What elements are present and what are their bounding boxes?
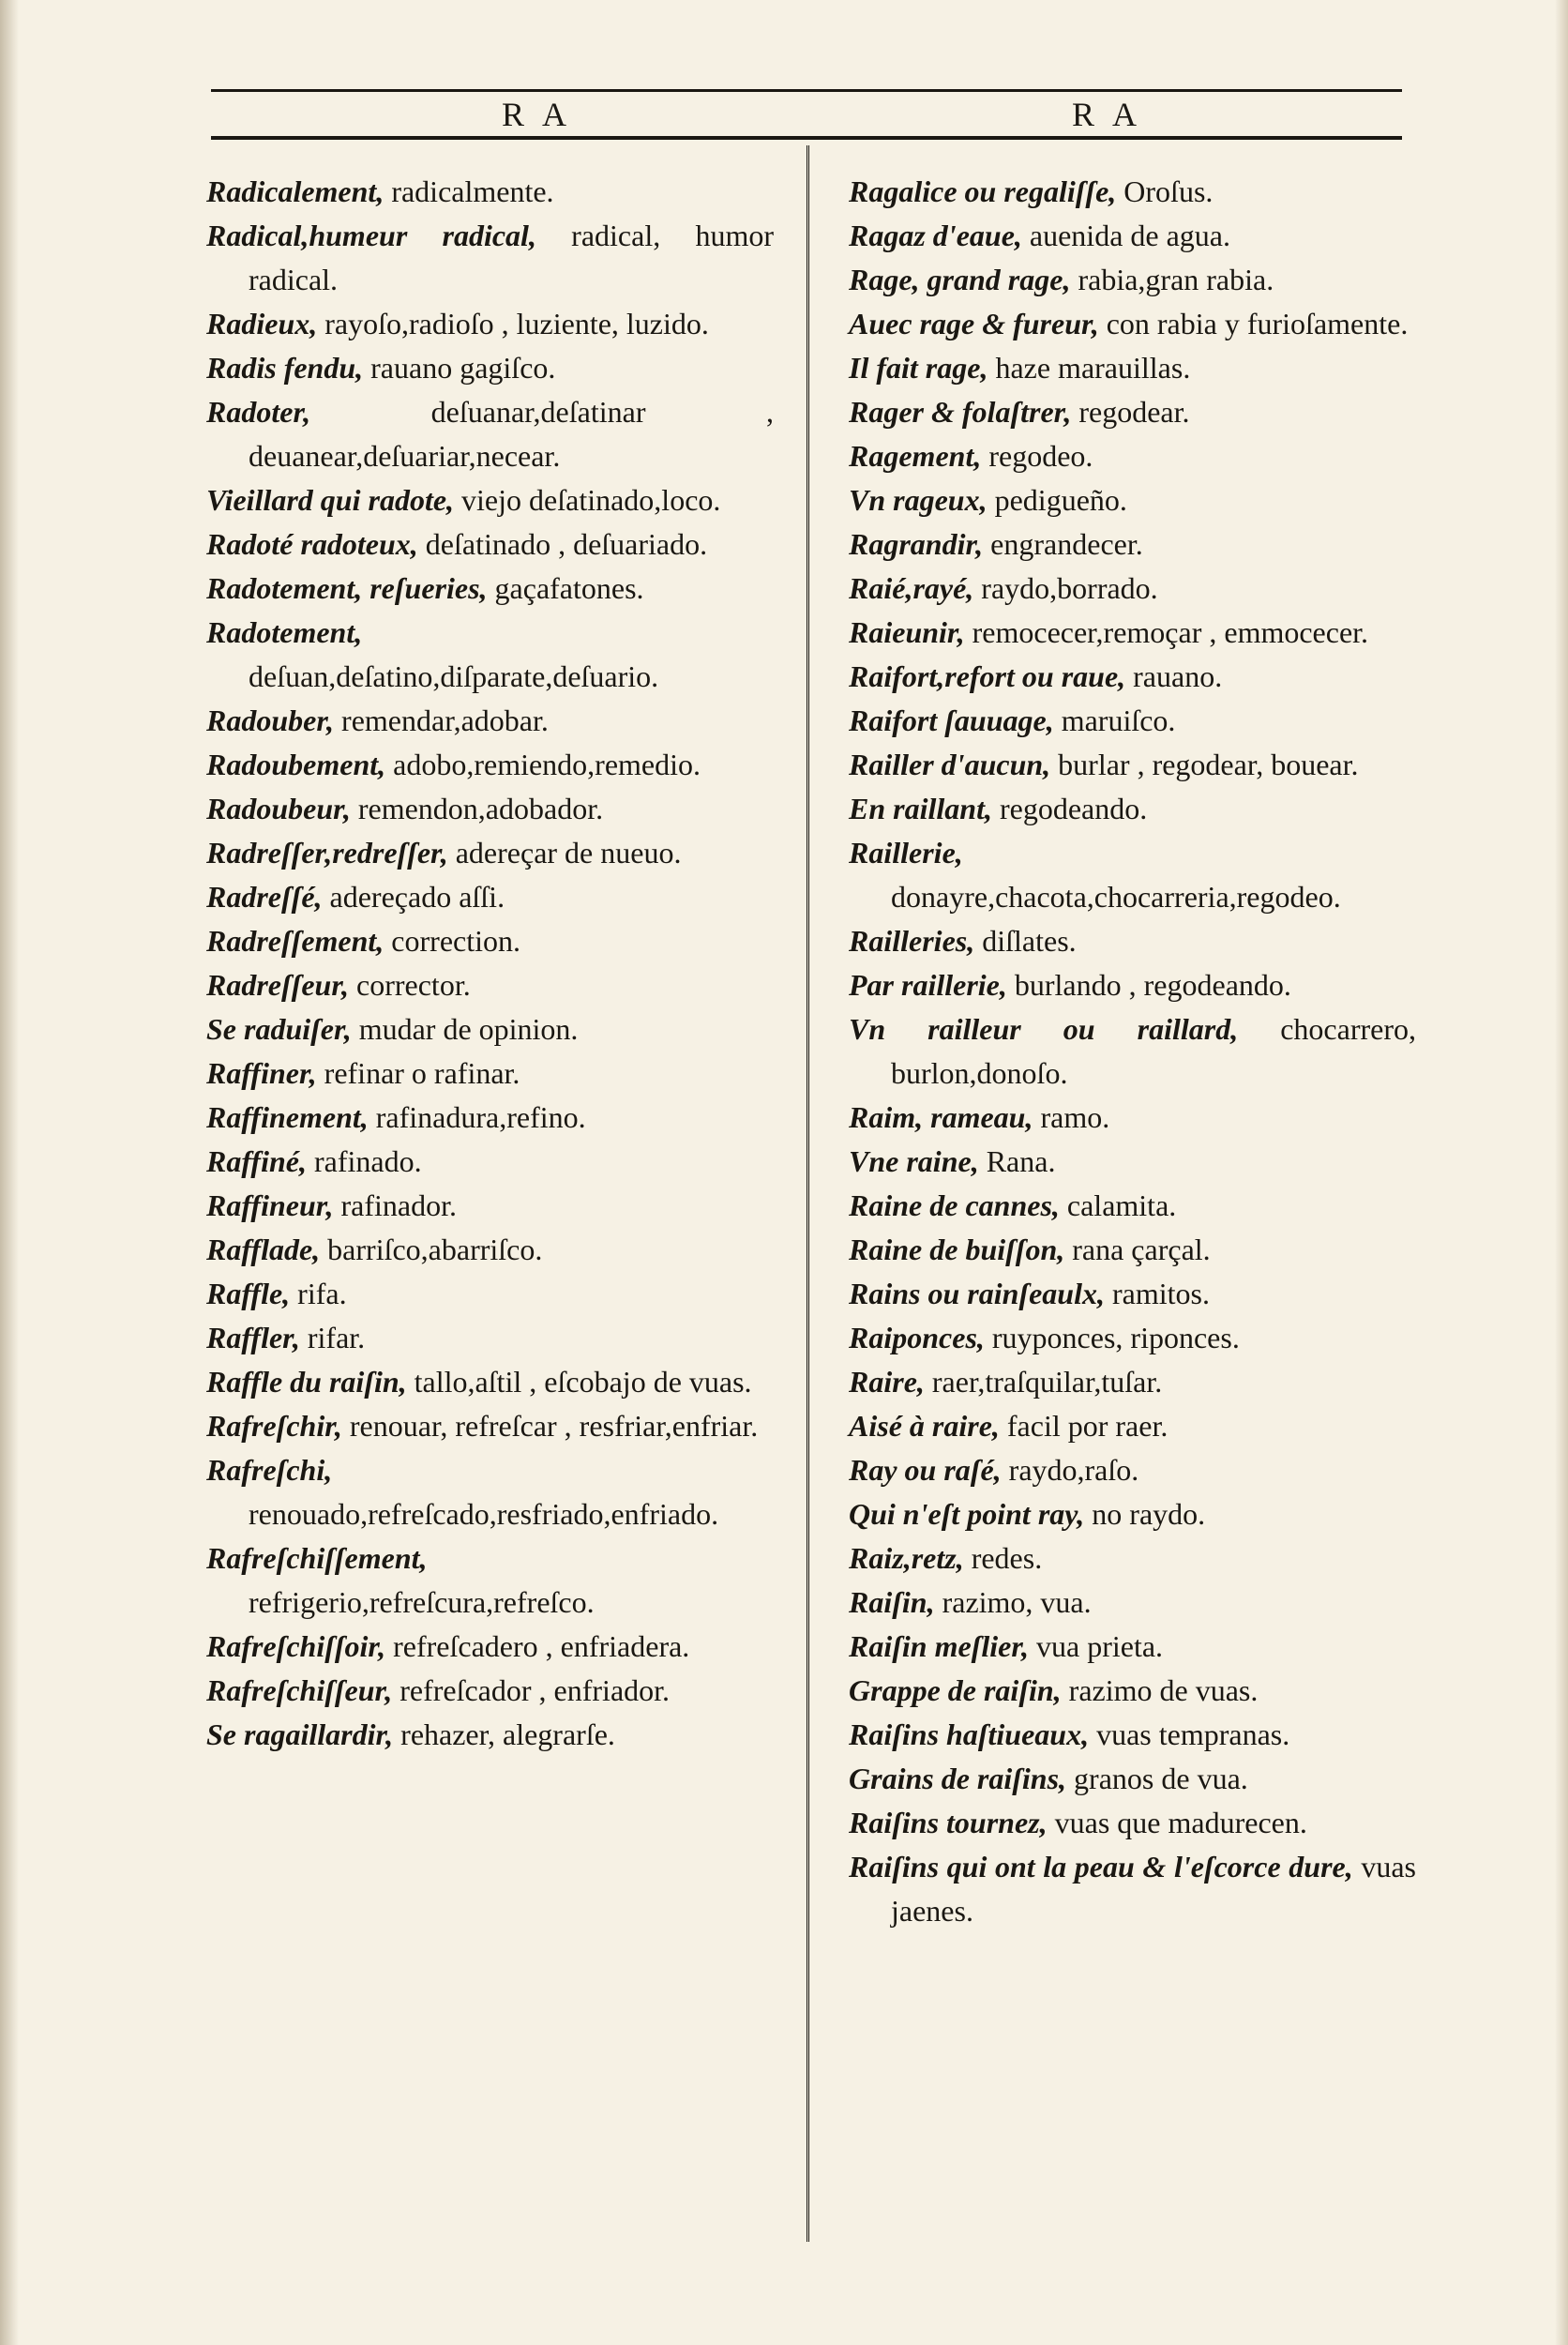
header-rule (211, 89, 1402, 92)
dictionary-entry (849, 1713, 1416, 1757)
dictionary-entry (206, 1536, 774, 1625)
entry-gloss: correction. (384, 924, 520, 958)
entry-gloss: corrector. (349, 968, 471, 1002)
dictionary-entry (206, 1140, 774, 1184)
entry-gloss: pedigueño. (987, 483, 1127, 517)
entry-headword: Raffineur, (206, 1188, 334, 1222)
dictionary-entry (849, 1757, 1416, 1801)
page-edge (1555, 0, 1568, 2345)
entry-gloss: barriſco,abarriſco. (320, 1233, 543, 1266)
entry-gloss: adereçado aſſi. (322, 880, 505, 914)
entry-gloss: vuas tempranas. (1089, 1717, 1290, 1751)
dictionary-entry (849, 1316, 1416, 1360)
running-header (211, 89, 1402, 140)
entry-headword: Qui n'eſt point ray, (849, 1497, 1085, 1531)
entry-gloss: rehazer, alegrarſe. (393, 1717, 615, 1751)
dictionary-entry (849, 302, 1416, 346)
dictionary-entry (849, 1581, 1416, 1625)
entry-gloss: calamita. (1059, 1188, 1177, 1222)
entry-headword: Raire, (849, 1365, 925, 1399)
dictionary-entry (849, 390, 1416, 434)
entry-gloss: gaçafatones. (487, 571, 644, 605)
dictionary-entry (849, 1360, 1416, 1404)
entry-headword: Vn railleur ou raillard, (849, 1012, 1239, 1046)
entry-gloss: donayre,chacota,chocarreria,regodeo. (891, 880, 1341, 914)
dictionary-entry (849, 214, 1416, 258)
entry-headword: Radotement, reſueries, (206, 571, 488, 605)
entry-gloss: rauano. (1125, 659, 1223, 693)
dictionary-entry (206, 214, 774, 302)
entry-gloss: renouado,refreſcado,resfriado,enfriado. (249, 1497, 719, 1531)
dictionary-entry (849, 787, 1416, 831)
dictionary-entry (849, 655, 1416, 699)
entry-gloss: rafinadura,refino. (368, 1100, 586, 1134)
entry-gloss: refrigerio,refreſcura,refreſco. (249, 1585, 595, 1619)
entry-gloss: ramitos. (1104, 1277, 1210, 1310)
dictionary-entry (206, 963, 774, 1007)
entry-headword: Radoubeur, (206, 792, 351, 825)
entry-headword: Radoubement, (206, 748, 386, 781)
dictionary-entry (849, 1404, 1416, 1448)
dictionary-entry (849, 1845, 1416, 1933)
entry-gloss: con rabia y furioſamente. (1098, 307, 1409, 340)
entry-headword: Aisé à raire, (849, 1409, 1000, 1443)
entry-gloss: tallo,aſtil , eſcobajo de vuas. (406, 1365, 752, 1399)
entry-gloss: rafinado. (306, 1144, 422, 1178)
dictionary-entry (849, 478, 1416, 522)
entry-headword: Raié,rayé, (849, 571, 974, 605)
dictionary-entry (849, 346, 1416, 390)
dictionary-entry (849, 1536, 1416, 1581)
entry-gloss: regodear. (1071, 395, 1190, 429)
dictionary-page (206, 89, 1416, 2247)
entry-headword: Raiſins haſtiueaux, (849, 1717, 1090, 1751)
entry-headword: Raiponces, (849, 1321, 985, 1354)
entry-headword: Raine de cannes, (849, 1188, 1060, 1222)
entry-headword: Raffler, (206, 1321, 300, 1354)
entry-headword: En raillant, (849, 792, 992, 825)
dictionary-entry (206, 1713, 774, 1757)
entry-headword: Vieillard qui radote, (206, 483, 455, 517)
dictionary-entry (206, 1096, 774, 1140)
entry-headword: Raffiner, (206, 1056, 317, 1090)
entry-gloss: adobo,remiendo,remedio. (385, 748, 701, 781)
entry-gloss: burlando , regodeando. (1006, 968, 1291, 1002)
dictionary-entry (849, 1492, 1416, 1536)
entry-gloss: chocarrero, burlon,donoſo. (891, 1012, 1416, 1090)
entry-gloss: rauano gagiſco. (363, 351, 556, 385)
entry-headword: Vn rageux, (849, 483, 988, 517)
entry-gloss: refreſcadero , enfriadera. (385, 1629, 690, 1663)
dictionary-entry (206, 1184, 774, 1228)
dictionary-entry (849, 1272, 1416, 1316)
entry-gloss: renouar, refreſcar , resfriar,enfriar. (341, 1409, 759, 1443)
entry-gloss: haze marauillas. (988, 351, 1191, 385)
entry-headword: Radoté radoteux, (206, 527, 418, 561)
entry-headword: Railler d'aucun, (849, 748, 1051, 781)
entry-headword: Raiſin meſlier, (849, 1629, 1029, 1663)
left-running-head: R A (502, 96, 573, 133)
entry-gloss: facil por raer. (999, 1409, 1168, 1443)
entry-headword: Raiſin, (849, 1585, 935, 1619)
entry-headword: Radicalement, (206, 174, 384, 208)
entry-gloss: Rana. (978, 1144, 1056, 1178)
entry-gloss: remendar,adobar. (334, 704, 549, 737)
dictionary-entry (849, 1096, 1416, 1140)
entry-headword: Rafreſchiſſement, (206, 1541, 428, 1575)
dictionary-entry (206, 1448, 774, 1536)
entry-headword: Il fait rage, (849, 351, 988, 385)
entry-gloss: refreſcador , enfriador. (392, 1673, 671, 1707)
entry-headword: Grains de raiſins, (849, 1762, 1067, 1795)
entry-headword: Raffinement, (206, 1100, 369, 1134)
entry-gloss: regodeando. (991, 792, 1148, 825)
entry-gloss: rifa. (290, 1277, 347, 1310)
entry-gloss: rayoſo,radioſo , luziente, luzido. (317, 307, 709, 340)
dictionary-entry (849, 1448, 1416, 1492)
entry-headword: Raiſins tournez, (849, 1806, 1048, 1839)
entry-headword: Radreſſé, (206, 880, 323, 914)
dictionary-entry (206, 1051, 774, 1096)
entry-gloss: adereçar de nueuo. (447, 836, 682, 870)
entry-gloss: rifar. (299, 1321, 366, 1354)
entry-gloss: razimo, vua. (934, 1585, 1092, 1619)
entry-headword: Radical,humeur radical, (206, 219, 536, 252)
dictionary-entry (849, 919, 1416, 963)
right-running-head: R A (1072, 96, 1143, 133)
dictionary-entry (206, 478, 774, 522)
entry-headword: Raiſins qui ont la peau & l'eſcorce dure, (849, 1850, 1353, 1884)
dictionary-entry (206, 743, 774, 787)
entry-headword: Radreſſement, (206, 924, 384, 958)
dictionary-entry (206, 1316, 774, 1360)
entry-headword: Ragement, (849, 439, 982, 473)
dictionary-entry (849, 258, 1416, 302)
dictionary-entry (206, 1228, 774, 1272)
entry-headword: Rains ou rainſeaulx, (849, 1277, 1105, 1310)
entry-headword: Par raillerie, (849, 968, 1007, 1002)
entry-headword: Raillerie, (849, 836, 963, 870)
dictionary-entry (849, 434, 1416, 478)
entry-headword: Raim, rameau, (849, 1100, 1033, 1134)
entry-gloss: diſlates. (974, 924, 1077, 958)
entry-gloss: redes. (963, 1541, 1043, 1575)
entry-gloss: regodeo. (981, 439, 1093, 473)
dictionary-entry (849, 831, 1416, 919)
entry-headword: Se ragaillardir, (206, 1717, 394, 1751)
entry-gloss: vuas que madurecen. (1047, 1806, 1307, 1839)
entry-gloss: mudar de opinion. (351, 1012, 579, 1046)
dictionary-entry (206, 1404, 774, 1448)
dictionary-entry (206, 831, 774, 875)
entry-headword: Raine de buiſſon, (849, 1233, 1065, 1266)
entry-gloss: radical, humor radical. (249, 219, 774, 296)
entry-gloss: vuas jaenes. (891, 1850, 1416, 1928)
entry-headword: Ragalice ou regaliſſe, (849, 174, 1117, 208)
entry-headword: Radis fendu, (206, 351, 364, 385)
entry-gloss: no raydo. (1084, 1497, 1206, 1531)
entry-gloss: ramo. (1033, 1100, 1110, 1134)
entry-gloss: Oroſus. (1116, 174, 1214, 208)
dictionary-entry (206, 1272, 774, 1316)
dictionary-entry (849, 699, 1416, 743)
dictionary-entry (206, 1669, 774, 1713)
dictionary-entry (849, 1184, 1416, 1228)
entry-gloss: rana çarçal. (1064, 1233, 1211, 1266)
dictionary-entry (849, 1228, 1416, 1272)
entry-gloss: deſatinado , deſuariado. (417, 527, 708, 561)
entry-gloss: remocecer,remoçar , emmocecer. (964, 615, 1369, 649)
entry-gloss: engrandecer. (983, 527, 1143, 561)
dictionary-entry (206, 1360, 774, 1404)
dictionary-entry (849, 1625, 1416, 1669)
entry-headword: Raifort,refort ou raue, (849, 659, 1126, 693)
dictionary-entry (206, 567, 774, 611)
entry-headword: Railleries, (849, 924, 975, 958)
entry-gloss: vua prieta. (1029, 1629, 1164, 1663)
dictionary-entry (849, 567, 1416, 611)
dictionary-entry (206, 699, 774, 743)
dictionary-entry (206, 302, 774, 346)
entry-gloss: deſuanar,deſatinar , deuanear,deſuariar,necear. (249, 395, 774, 473)
dictionary-entry (849, 170, 1416, 214)
entry-headword: Radotement, (206, 615, 363, 649)
dictionary-entry (206, 522, 774, 567)
entry-headword: Ray ou raſé, (849, 1453, 1002, 1487)
entry-headword: Raieunir, (849, 615, 965, 649)
entry-gloss: granos de vua. (1066, 1762, 1248, 1795)
entry-headword: Ragrandir, (849, 527, 984, 561)
entry-headword: Vne raine, (849, 1144, 979, 1178)
entry-headword: Grappe de raiſin, (849, 1673, 1062, 1707)
entry-headword: Radouber, (206, 704, 335, 737)
entry-headword: Rafreſchir, (206, 1409, 342, 1443)
dictionary-entry (849, 522, 1416, 567)
entry-headword: Raffle du raiſin, (206, 1365, 407, 1399)
entry-headword: Radreſſeur, (206, 968, 349, 1002)
entry-headword: Radreſſer,redreſſer, (206, 836, 448, 870)
entry-gloss: deſuan,deſatino,diſparate,deſuario. (249, 659, 659, 693)
entry-headword: Raiz,retz, (849, 1541, 964, 1575)
entry-headword: Raffiné, (206, 1144, 307, 1178)
entry-gloss: razimo de vuas. (1061, 1673, 1259, 1707)
entry-gloss: maruiſco. (1053, 704, 1176, 737)
binding-shadow (0, 0, 19, 2345)
dictionary-entry (206, 611, 774, 699)
entry-headword: Raifort ſauuage, (849, 704, 1054, 737)
entry-gloss: raydo,borrado. (973, 571, 1158, 605)
dictionary-entry (206, 787, 774, 831)
entry-gloss: raydo,raſo. (1001, 1453, 1139, 1487)
dictionary-entry (206, 919, 774, 963)
entry-headword: Radoter, (206, 395, 311, 429)
entry-gloss: rabia,gran rabia. (1070, 263, 1274, 296)
entry-gloss: radicalmente. (384, 174, 554, 208)
dictionary-entry (206, 390, 774, 478)
entry-gloss: auenida de agua. (1021, 219, 1230, 252)
entry-headword: Raffle, (206, 1277, 291, 1310)
entry-headword: Rafreſchiſſeur, (206, 1673, 393, 1707)
dictionary-entry (849, 1801, 1416, 1845)
dictionary-entry (849, 743, 1416, 787)
dictionary-entry (206, 1007, 774, 1051)
dictionary-entry (206, 875, 774, 919)
dictionary-entry (849, 963, 1416, 1007)
dictionary-entry (206, 170, 774, 214)
dictionary-entry (206, 1625, 774, 1669)
entry-gloss: burlar , regodear, bouear. (1050, 748, 1359, 781)
entry-headword: Se raduiſer, (206, 1012, 352, 1046)
entry-headword: Auec rage & fureur, (849, 307, 1099, 340)
entry-headword: Rafreſchiſſoir, (206, 1629, 386, 1663)
entry-gloss: ruyponces, riponces. (984, 1321, 1240, 1354)
entry-headword: Radieux, (206, 307, 318, 340)
right-column (849, 170, 1416, 1933)
dictionary-entry (849, 1669, 1416, 1713)
left-column (206, 170, 774, 1757)
dictionary-entry (849, 611, 1416, 655)
entry-gloss: remendon,adobador. (350, 792, 604, 825)
entry-gloss: raer,traſquilar,tuſar. (924, 1365, 1163, 1399)
entry-gloss: refinar o rafinar. (316, 1056, 520, 1090)
dictionary-entry (849, 1007, 1416, 1096)
entry-gloss: viejo deſatinado,loco. (454, 483, 721, 517)
entry-headword: Rage, grand rage, (849, 263, 1071, 296)
entry-headword: Ragaz d'eaue, (849, 219, 1022, 252)
entry-headword: Rager & folaſtrer, (849, 395, 1072, 429)
dictionary-entry (206, 346, 774, 390)
entry-gloss: rafinador. (333, 1188, 457, 1222)
entry-headword: Rafflade, (206, 1233, 321, 1266)
column-divider (807, 145, 809, 2242)
dictionary-entry (849, 1140, 1416, 1184)
entry-headword: Rafreſchi, (206, 1453, 333, 1487)
